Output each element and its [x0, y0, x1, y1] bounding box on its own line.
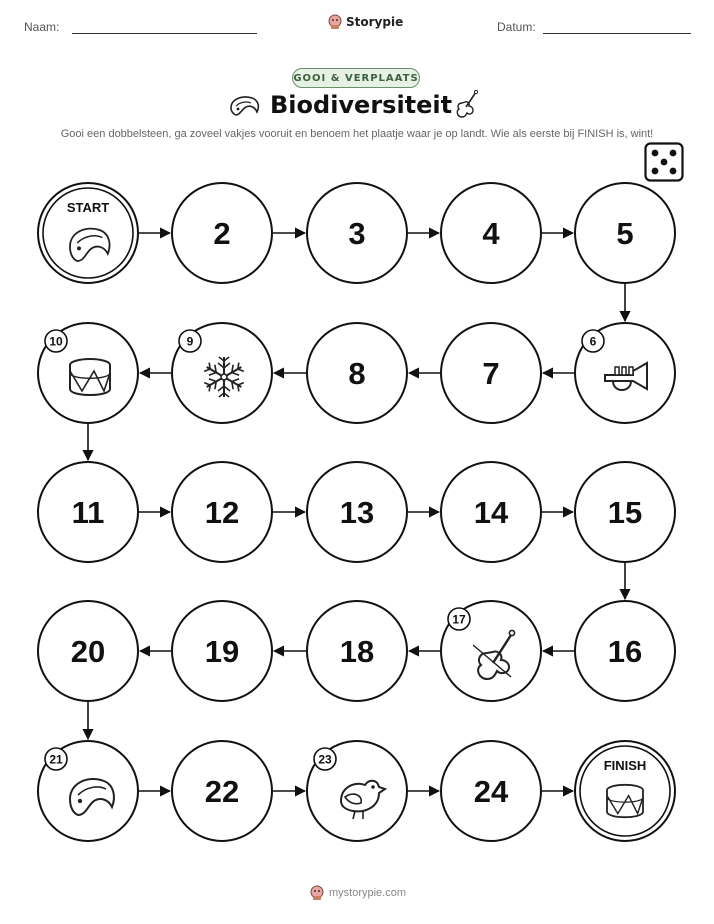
board-space-20 — [38, 601, 138, 701]
space-number: 24 — [473, 774, 509, 809]
board-space-3 — [307, 183, 407, 283]
space-number: 12 — [204, 495, 240, 530]
space-number: 14 — [473, 495, 509, 530]
space-number: 2 — [213, 216, 231, 251]
board-space-9 — [172, 323, 272, 423]
space-number: 19 — [204, 634, 240, 669]
drum-icon — [607, 785, 643, 817]
board-space-1 — [38, 183, 138, 283]
name-label: Naam: — [24, 20, 60, 34]
board-space-4 — [441, 183, 541, 283]
board-space-13 — [307, 462, 407, 562]
instructions: Gooi een dobbelsteen, ga zoveel vakjes vooruit en benoem het plaatje waar je op landt. Wie als eerste bij FINISH is, wint! — [60, 128, 654, 140]
space-number: 15 — [607, 495, 643, 530]
board-space-18 — [307, 601, 407, 701]
space-number: 16 — [607, 634, 643, 669]
space-number: 18 — [339, 634, 375, 669]
board-space-16 — [575, 601, 675, 701]
board-space-21 — [38, 741, 138, 841]
game-type-badge: GOOI & VERPLAATS — [292, 68, 420, 88]
board-space-25 — [575, 741, 675, 841]
space-number: 5 — [616, 216, 634, 251]
footer — [310, 885, 406, 901]
space-number: 4 — [482, 216, 500, 251]
brand-name: Storypie — [346, 15, 404, 29]
board-space-11 — [38, 462, 138, 562]
drum-icon — [70, 359, 110, 395]
space-number: 10 — [49, 334, 63, 349]
board-space-22 — [172, 741, 272, 841]
space-number: 3 — [348, 216, 366, 251]
space-number: 9 — [186, 334, 194, 349]
space-number: 21 — [49, 752, 63, 767]
board-space-14 — [441, 462, 541, 562]
footer-url: mystorypie.com — [329, 887, 407, 899]
date-label: Datum: — [497, 20, 536, 34]
board-space-12 — [172, 462, 272, 562]
board-space-6 — [575, 323, 675, 423]
space-number: 6 — [589, 334, 597, 349]
storypie-mascot-icon — [310, 885, 324, 901]
board-space-24 — [441, 741, 541, 841]
space-number: 20 — [70, 634, 106, 669]
board-space-5 — [575, 183, 675, 283]
space-number: 11 — [71, 495, 105, 530]
board-space-2 — [172, 183, 272, 283]
space-number: 13 — [339, 495, 375, 530]
board-space-19 — [172, 601, 272, 701]
board-space-8 — [307, 323, 407, 423]
space-number: 23 — [318, 752, 332, 767]
board-space-15 — [575, 462, 675, 562]
space-number: 8 — [348, 356, 366, 391]
space-label: START — [66, 200, 110, 215]
space-number: 22 — [204, 774, 240, 809]
board-space-23 — [307, 741, 407, 841]
page-title: Biodiversiteit — [270, 91, 453, 119]
space-number: 7 — [482, 356, 500, 391]
board-space-10 — [38, 323, 138, 423]
board-space-17 — [441, 601, 541, 701]
space-label: FINISH — [603, 758, 647, 773]
space-number: 17 — [452, 612, 466, 627]
board-space-7 — [441, 323, 541, 423]
